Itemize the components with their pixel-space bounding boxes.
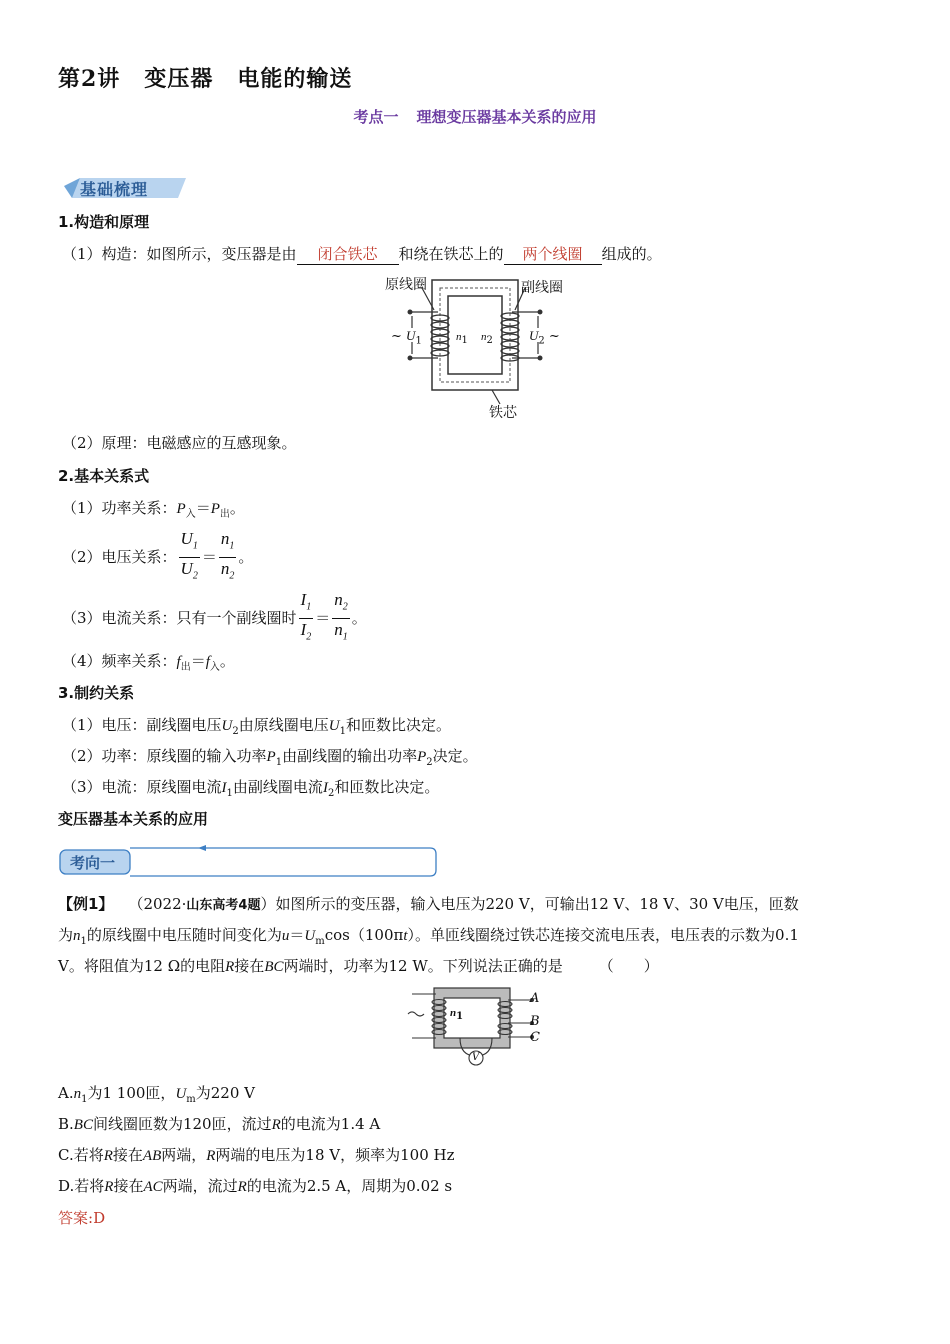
oc-pre: C.若将 — [58, 1146, 104, 1164]
oc-r2: R — [206, 1148, 216, 1164]
oc-ab: AB — [142, 1148, 162, 1164]
cc-i2-sub: 2 — [327, 788, 335, 799]
title-part2: 电能的输送 — [237, 66, 353, 92]
option-b[interactable] — [58, 1113, 380, 1134]
frequency-label: （4）频率关系： — [62, 652, 177, 670]
cv-text-1: （1）电压：副线圈电压 — [62, 716, 222, 734]
cn-den: n — [334, 620, 343, 640]
topic-heading — [0, 106, 950, 127]
ex2-um: U — [304, 928, 316, 944]
i-num-sub: 1 — [306, 601, 312, 613]
od-end: 的电流为2.5 A，周期为0.02 s — [246, 1177, 453, 1195]
i-den-sub: 2 — [306, 631, 312, 643]
cc-i1: I — [221, 780, 227, 796]
ex2-u: u — [281, 928, 290, 944]
fig-u2-sub: 2 — [538, 335, 545, 347]
oc-mid2: 两端， — [161, 1146, 207, 1164]
option-a[interactable] — [58, 1082, 255, 1105]
fig-n1 — [456, 330, 468, 346]
ex3-bc: BC — [264, 959, 284, 975]
kaoxiang-label: 考向一 — [70, 854, 116, 872]
p-out-sub: 出 — [219, 509, 230, 520]
cv-u2: U — [221, 718, 233, 734]
ex2-um-sub: m — [315, 936, 325, 947]
example-line-3 — [58, 955, 659, 976]
label-secondary-coil: 副线圈 — [521, 280, 563, 296]
f-out-sub: 出 — [180, 662, 191, 673]
lecture-number: 第2讲 — [58, 66, 121, 92]
od-r: R — [104, 1179, 114, 1195]
p-in-sub: 入 — [185, 509, 196, 520]
oa-u-sub: m — [186, 1094, 196, 1105]
topic-name: 理想变压器基本关系的应用 — [416, 108, 597, 126]
f-in-symbol: f — [205, 654, 210, 670]
constraint-voltage — [62, 714, 451, 737]
section-banner — [58, 176, 188, 200]
current-end: 。 — [351, 608, 367, 627]
example-source: 山东高考4题 — [186, 898, 261, 913]
ex2-b: 的原线圈中电压随时间变化为 — [86, 926, 282, 944]
fig2-n1 — [450, 1006, 463, 1022]
ex2-c: ＝ — [289, 926, 305, 944]
cp-text-2: 由副线圈的输出功率 — [282, 747, 418, 765]
ob-mid: 间线圈匝数为120匝，流过 — [92, 1115, 272, 1133]
cv-u1-sub: 1 — [339, 726, 346, 737]
cp-p2-sub: 2 — [426, 757, 433, 768]
ex2-t: t — [403, 928, 408, 944]
cc-i1-sub: 1 — [226, 788, 233, 799]
ex3-r: R — [225, 959, 235, 975]
section1-title: 构造和原理 — [74, 213, 150, 231]
ex2-d: cos（100π — [324, 926, 404, 944]
oa-pre: A. — [58, 1084, 74, 1102]
terminal-a: A — [530, 991, 540, 1006]
oa-end: 为220 V — [195, 1084, 255, 1102]
cn-den-sub: 1 — [342, 631, 348, 643]
fig-u2 — [529, 328, 560, 347]
topic-label: 考点一 — [353, 108, 399, 126]
ex3-a: V。将阻值为12 Ω的电阻 — [58, 957, 226, 975]
blank-two-coils: 两个线圈 — [504, 243, 602, 265]
cv-text-2: 由原线圈电压 — [238, 716, 329, 734]
ob-pre: B. — [58, 1115, 74, 1133]
voltage-label: （2）电压关系： — [62, 547, 177, 566]
ex3-b: 接在 — [234, 957, 265, 975]
od-ac: AC — [143, 1179, 163, 1195]
terminal-c: C — [530, 1030, 540, 1045]
blank-closed-core: 闭合铁芯 — [297, 243, 399, 265]
application-heading: 变压器基本关系的应用 — [58, 810, 209, 828]
cp-text-1: （2）功率：原线圈的输入功率 — [62, 747, 267, 765]
fig-u1-sub: 1 — [415, 335, 422, 347]
answer-label: 答案: — [58, 1209, 94, 1227]
construction-line — [62, 243, 662, 265]
cp-text-3: 决定。 — [432, 747, 478, 765]
section2-num: 2. — [58, 467, 75, 485]
section1-num: 1. — [58, 213, 75, 231]
construction-text-1: （1）构造：如图所示，变压器是由 — [62, 245, 297, 263]
i-num: I — [300, 590, 307, 609]
fig2-n1-symbol: n — [450, 1007, 457, 1019]
current-relation — [62, 589, 367, 649]
example-text-1: 如图所示的变压器，输入电压为220 V，可输出12 V、18 V、30 V电压，匝数 — [275, 895, 799, 913]
od-pre: D.若将 — [58, 1177, 105, 1195]
u-den-sub: 2 — [192, 570, 198, 582]
oa-n: n — [73, 1086, 82, 1102]
current-label: （3）电流关系：只有一个副线圈时 — [62, 608, 297, 627]
cp-p1-sub: 1 — [275, 757, 283, 768]
fig2-n1-sub: 1 — [456, 1011, 464, 1023]
oa-u: U — [175, 1086, 187, 1102]
f-in-sub: 入 — [209, 662, 220, 673]
i-den: I — [300, 620, 307, 640]
frequency-end: 。 — [219, 652, 235, 670]
fig-u1-symbol: U — [406, 328, 416, 343]
u-num: U — [180, 529, 193, 548]
voltage-fraction-u — [179, 528, 200, 588]
label-iron-core: 铁芯 — [489, 405, 517, 421]
od-r2: R — [237, 1179, 247, 1195]
voltage-relation — [62, 528, 253, 588]
cv-u2-sub: 2 — [232, 726, 239, 737]
construction-text-3: 组成的。 — [601, 245, 662, 263]
od-mid1: 接在 — [113, 1177, 144, 1195]
cp-p1: P — [266, 749, 276, 765]
fig-n2-symbol: n — [481, 331, 487, 343]
voltage-eq: ＝ — [201, 547, 217, 566]
od-mid2: 两端，流过 — [162, 1177, 238, 1195]
n-den: n — [220, 559, 230, 579]
fig-n1-sub: 1 — [461, 335, 468, 347]
power-end: 。 — [229, 499, 245, 517]
oc-r: R — [103, 1148, 113, 1164]
power-label: （1）功率关系： — [62, 499, 177, 517]
ex3-c: 两端时，功率为12 W。下列说法正确的是 — [283, 957, 563, 975]
oa-mid: 为1 100匝， — [87, 1084, 176, 1102]
kaoxiang-bar — [58, 844, 440, 878]
option-d[interactable] — [58, 1175, 452, 1196]
cv-text-3: 和匝数比决定。 — [346, 716, 452, 734]
answer-value: D — [93, 1209, 106, 1227]
frequency-eq: ＝ — [190, 652, 206, 670]
section2-title: 基本关系式 — [74, 467, 150, 485]
cv-u1: U — [328, 718, 340, 734]
fig-n2 — [481, 330, 493, 346]
section2-heading — [58, 465, 149, 486]
fig-u2-symbol: U — [529, 328, 539, 343]
construction-text-2: 和绕在铁芯上的 — [398, 245, 504, 263]
fig-n2-sub: 2 — [486, 335, 493, 347]
voltmeter-label: V — [472, 1052, 480, 1063]
ex2-a: 为 — [58, 926, 74, 944]
section3-title: 制约关系 — [74, 684, 135, 702]
constraint-current — [62, 776, 439, 799]
oc-end: 两端的电压为18 V，频率为100 Hz — [215, 1146, 455, 1164]
tilde-right: ~ — [548, 329, 560, 344]
cc-i2: I — [322, 780, 328, 796]
cc-text-3: 和匝数比决定。 — [334, 778, 440, 796]
p-out-symbol: P — [210, 501, 220, 517]
fig-n1-symbol: n — [456, 331, 462, 343]
ex2-n1-sub: 1 — [80, 936, 87, 947]
u-den: U — [180, 559, 193, 579]
cn-num-sub: 2 — [342, 601, 348, 613]
example-line-2 — [58, 924, 799, 947]
section1-heading — [58, 211, 149, 232]
voltage-end: 。 — [238, 547, 254, 566]
current-fraction-i — [299, 589, 314, 649]
constraint-power — [62, 745, 478, 768]
cn-num: n — [334, 590, 343, 609]
answer-line — [58, 1207, 105, 1228]
u-num-sub: 1 — [192, 540, 198, 552]
current-eq: ＝ — [315, 608, 331, 627]
n-num: n — [220, 529, 230, 548]
n-den-sub: 2 — [229, 570, 235, 582]
cc-text-1: （3）电流：原线圈电流 — [62, 778, 222, 796]
title-part1: 变压器 — [144, 66, 214, 92]
ex2-n1: n — [73, 928, 81, 944]
power-relation — [62, 497, 245, 520]
p-in-symbol: P — [176, 501, 186, 517]
example-line-1 — [58, 893, 799, 914]
answer-paren: （ ） — [598, 957, 659, 975]
page-title — [58, 62, 376, 93]
oa-n-sub: 1 — [81, 1094, 88, 1105]
fig-u1 — [391, 328, 422, 347]
option-c[interactable] — [58, 1144, 455, 1165]
ob-r: R — [271, 1117, 281, 1133]
oc-mid1: 接在 — [112, 1146, 143, 1164]
ex2-e: ）。单匝线圈绕过铁芯连接交流电压表，电压表的示数为0.1 — [407, 926, 799, 944]
ob-end: 的电流为1.4 A — [280, 1115, 381, 1133]
f-out-symbol: f — [176, 654, 181, 670]
n-num-sub: 1 — [229, 540, 235, 552]
power-eq: ＝ — [195, 499, 211, 517]
example-source-pre: （2022· — [135, 895, 187, 913]
cc-text-2: 由副线圈电流 — [232, 778, 323, 796]
ob-bc: BC — [73, 1117, 93, 1133]
tilde-left: ~ — [391, 329, 402, 344]
section3-num: 3. — [58, 684, 75, 702]
frequency-relation — [62, 650, 235, 673]
section3-heading — [58, 682, 134, 703]
label-primary-coil: 原线圈 — [385, 277, 427, 293]
current-fraction-n — [332, 589, 350, 649]
voltage-fraction-n — [219, 528, 237, 588]
cp-p2: P — [417, 749, 427, 765]
example-source-post: ） — [260, 895, 276, 913]
banner-label: 基础梳理 — [80, 180, 149, 199]
terminal-b: B — [530, 1014, 540, 1029]
example-label: 【例1】 — [58, 895, 106, 913]
principle-line: （2）原理：电磁感应的互感现象。 — [62, 434, 297, 452]
